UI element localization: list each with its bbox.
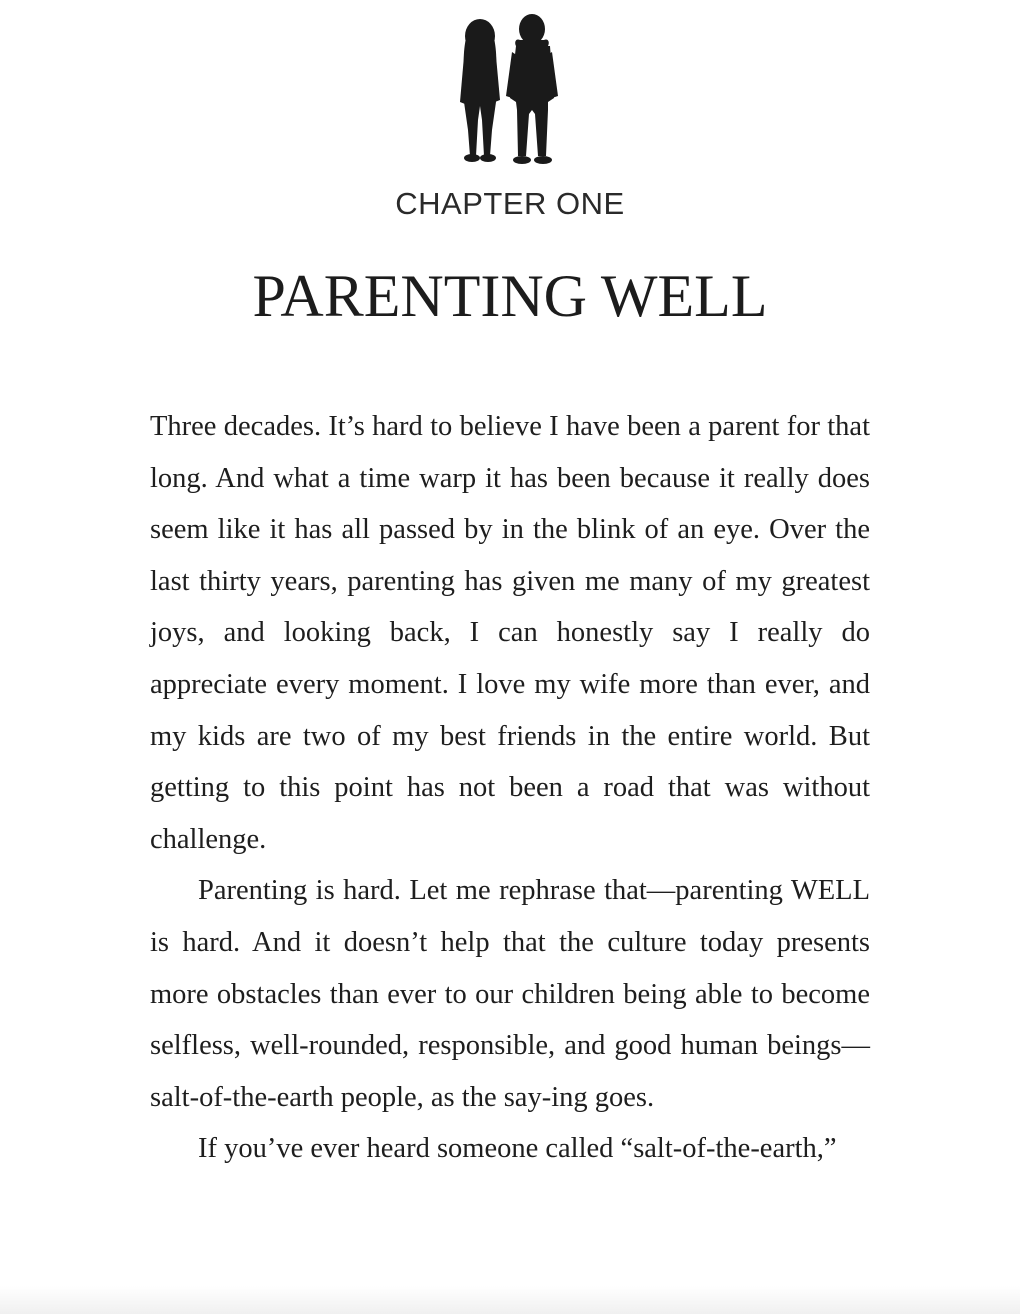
chapter-title: PARENTING WELL [252,263,768,329]
paragraph-1: Three decades. It’s hard to believe I have been a parent for that long. And what a time warp it has been because it really does seem like it has all passed by in the blink of an eye. Over the last thirty years, parenting has given me many of my greatest joys, and looking back, I can honestly say I really do appreciate every moment. I love my wife more than ever, and my kids are two of my best friends in the entire world. But getting to this point has not been a road that was without challenge. [150,411,870,855]
two-children-silhouette-icon [440,10,580,170]
chapter-label: CHAPTER ONE [395,186,625,221]
chapter-body [150,401,870,1175]
page-bottom-edge [0,1286,1020,1314]
paragraph-2: Parenting is hard. Let me rephrase that—parenting WELL is hard. And it doesn’t help that the culture today presents more obstacles than ever to our children being able to become selfless, well-rounded, responsible, and good human beings—salt-of-the-earth people, as the say-ing goes. [150,875,870,1113]
paragraph-3: If you’ve ever heard someone called “salt-of-the-earth,” [198,1133,837,1165]
